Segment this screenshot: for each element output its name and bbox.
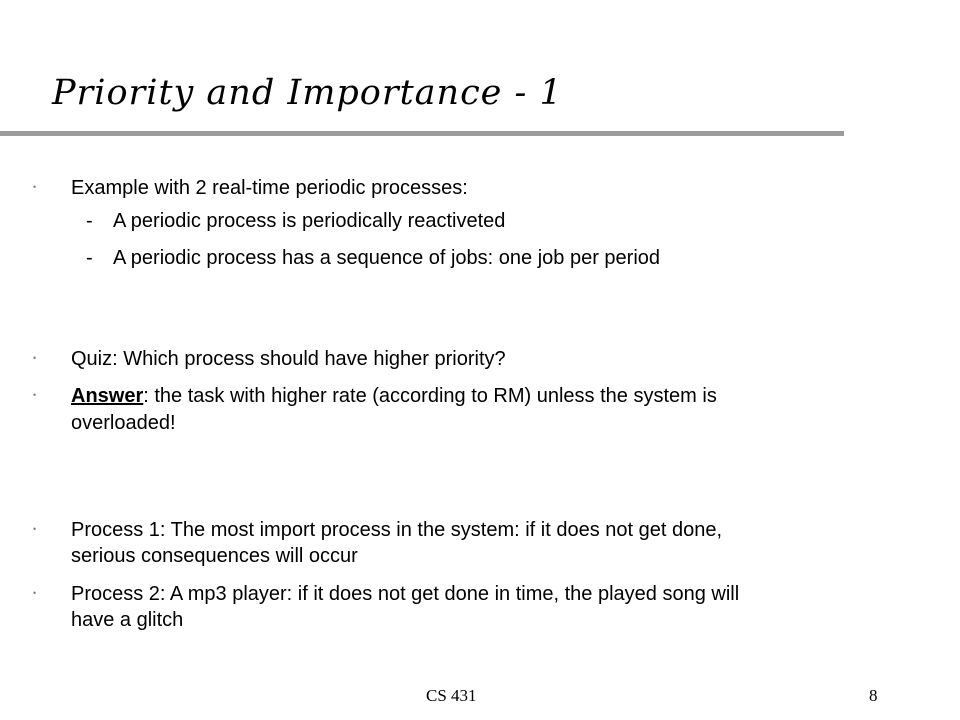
process-2-line-2: have a glitch xyxy=(71,609,184,631)
sub-item-2: A periodic process has a sequence of jobs: one job per period xyxy=(113,247,661,269)
answer-label: Answer xyxy=(71,385,144,407)
process-2-line-1: Process 2: A mp3 player: if it does not get done in time, the played song will xyxy=(71,583,740,605)
footer-course: CS 431 xyxy=(426,686,477,705)
bullet-marker: • xyxy=(33,182,37,192)
answer-text: : the task with higher rate (according to RM) unless the system is xyxy=(143,385,717,407)
dash-marker: - xyxy=(86,210,93,232)
bullet-marker: • xyxy=(33,353,37,363)
page-number: 8 xyxy=(869,686,878,705)
bullet-marker: • xyxy=(33,390,37,400)
dash-marker: - xyxy=(86,247,93,269)
intro-text: Example with 2 real-time periodic processes: xyxy=(71,177,468,199)
bullet-marker: • xyxy=(33,524,37,534)
answer-line-1 xyxy=(71,383,717,409)
bullet-marker: • xyxy=(33,588,37,598)
slide-title: Priority and Importance - 1 xyxy=(52,73,563,113)
sub-item-1: A periodic process is periodically reactiveted xyxy=(113,210,506,232)
title-divider xyxy=(0,131,844,136)
process-1-line-2: serious consequences will occur xyxy=(71,545,358,567)
answer-line-2: overloaded! xyxy=(71,412,176,434)
quiz-text: Quiz: Which process should have higher priority? xyxy=(71,348,506,370)
process-1-line-1: Process 1: The most import process in the system: if it does not get done, xyxy=(71,519,723,541)
